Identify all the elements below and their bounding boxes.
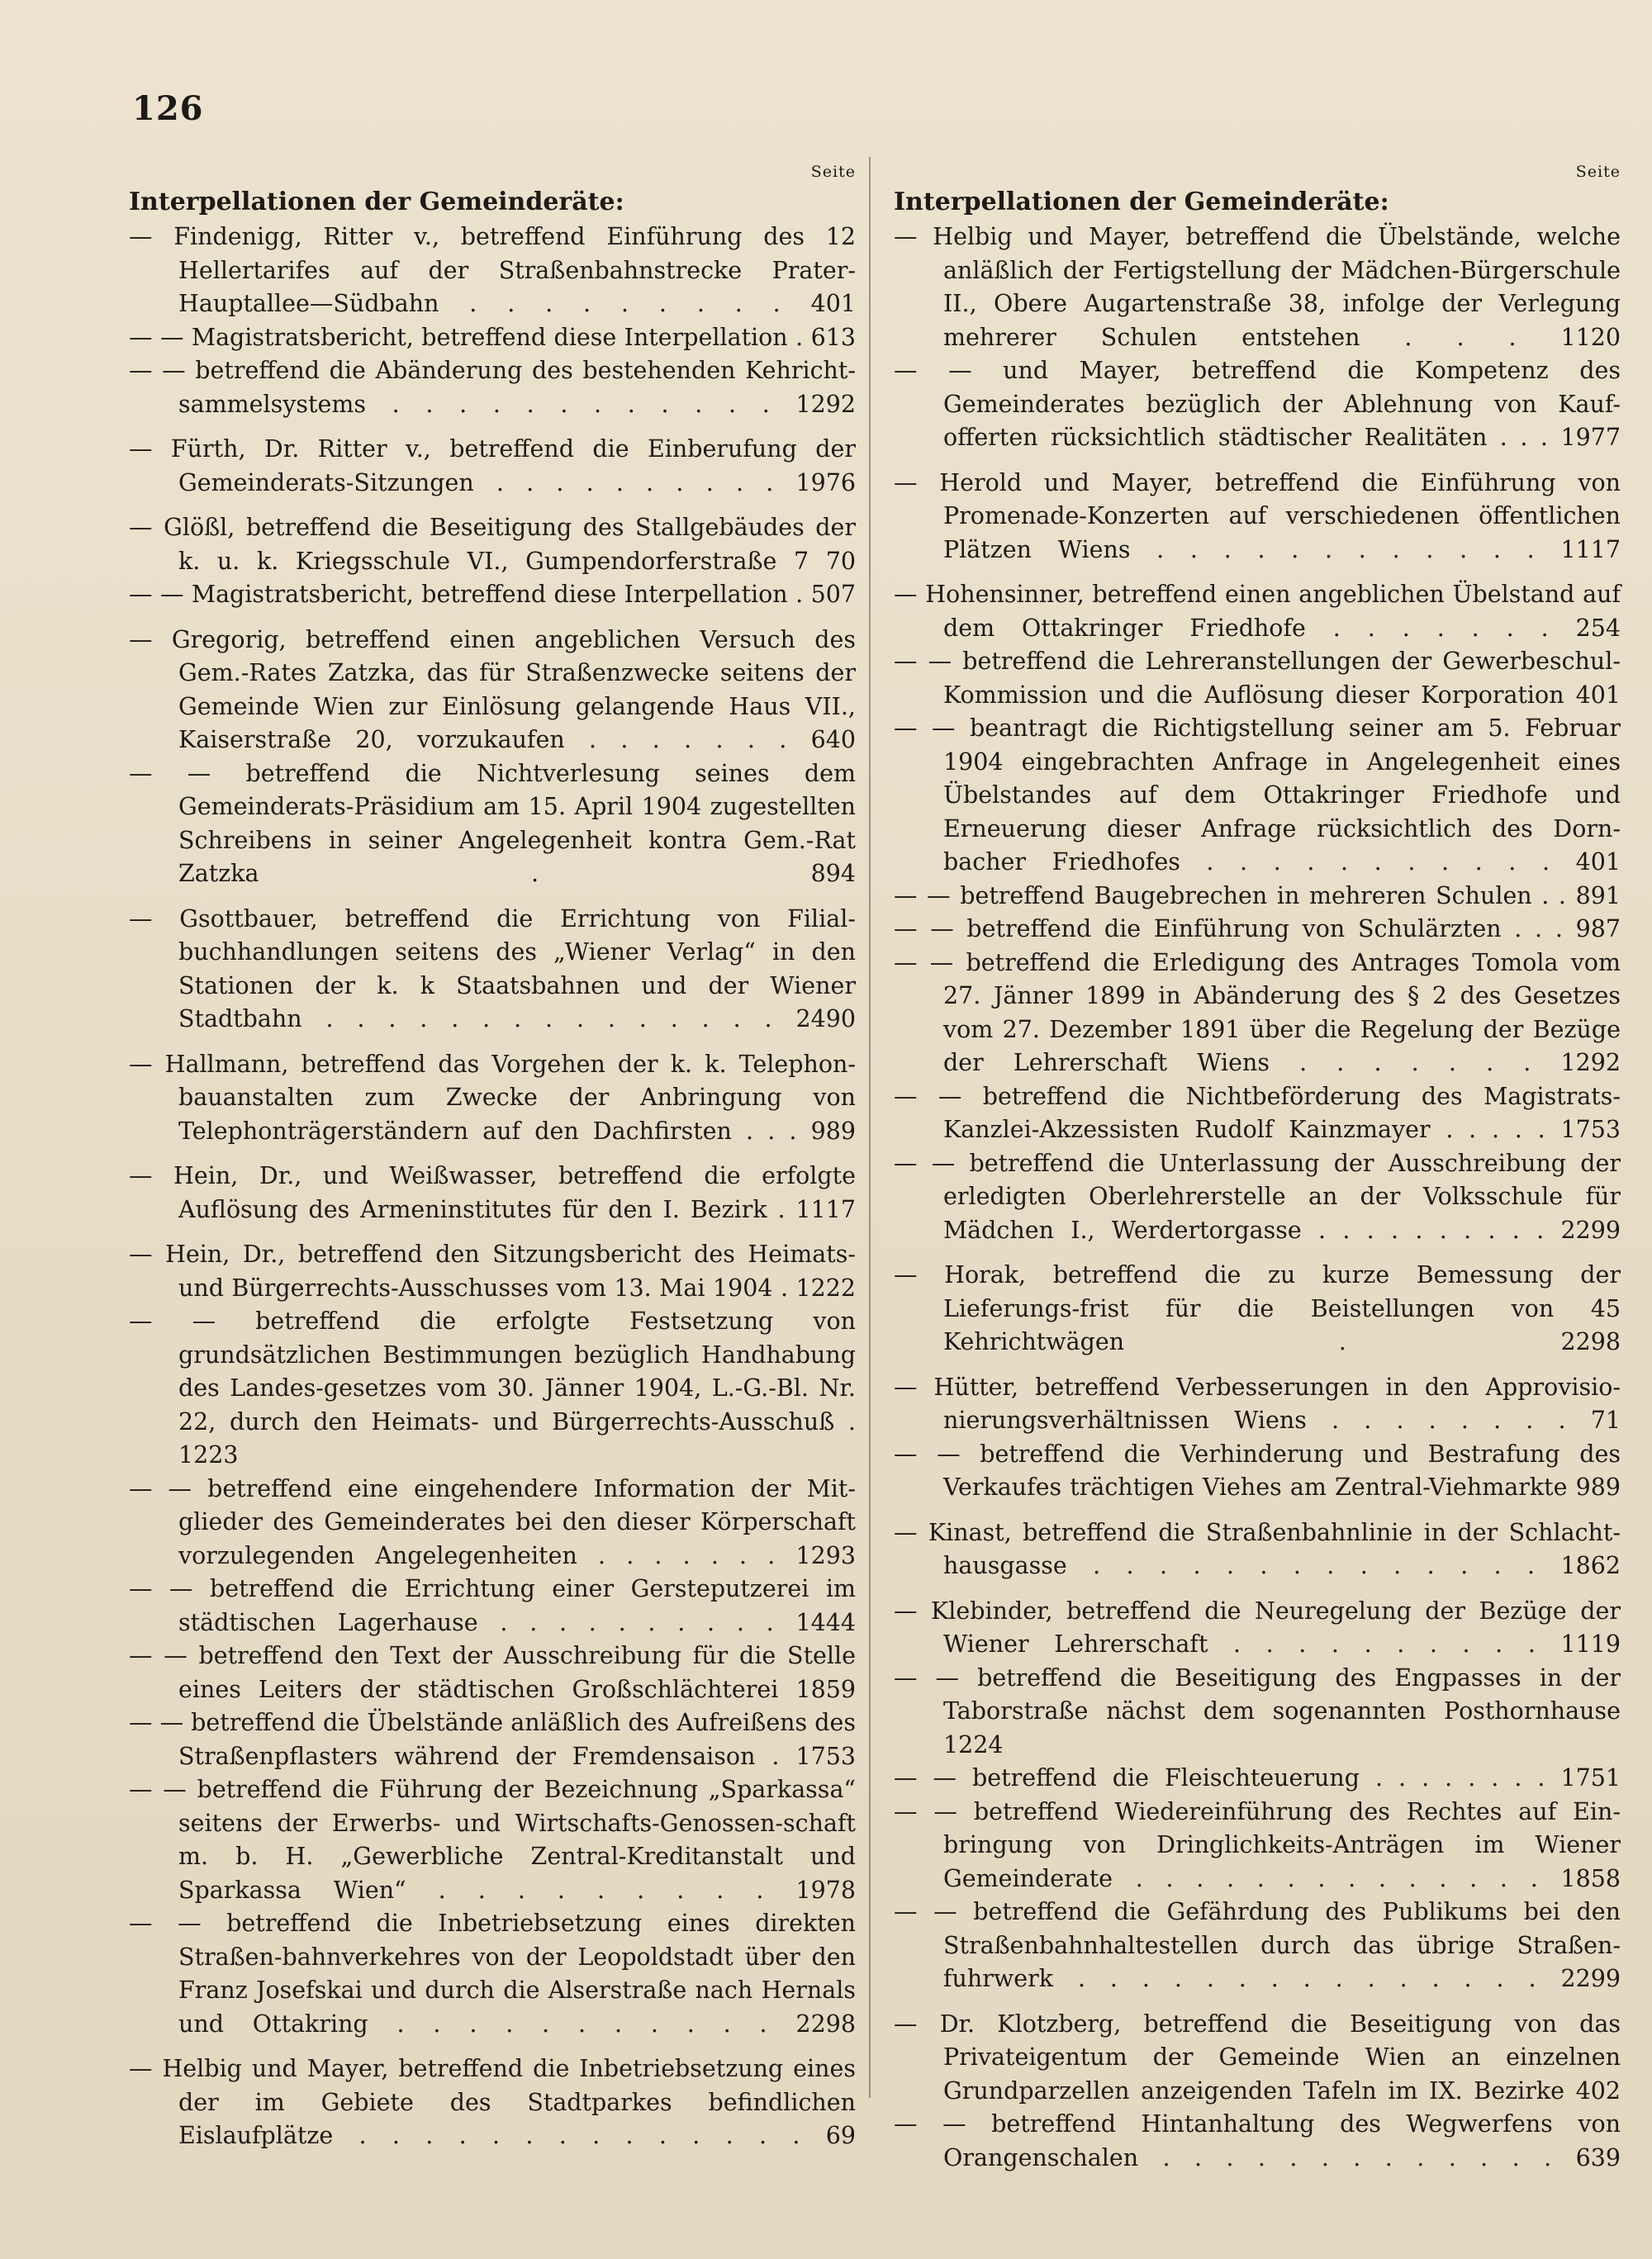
index-entry-text: — — betreffend die Nichtverlesung seines dem Gemeinderats-Präsidium am 15. April 1904 zugestellten Schreibens in seiner Angelegenheit kontra Gem.-Rat Zatzka . 894 (129, 759, 856, 887)
index-entry (129, 1907, 856, 2041)
index-entry-text: — Hein, Dr., betreffend den Sitzungsbericht des Heimats- und Bürgerrechts-Ausschusses vom 13. Mai 1904 . 1222 (129, 1241, 856, 1302)
index-entry-text: — — betreffend die Lehreranstellungen der Gewerbeschul-Kommission und die Auflösung dieser Korporation 401 (894, 648, 1621, 709)
index-entry (894, 1595, 1621, 1662)
index-entry (894, 1662, 1621, 1763)
index-entry (129, 1160, 856, 1227)
index-entry (129, 321, 856, 355)
index-entry-text: — Gregorig, betreffend einen angeblichen Versuch des Gem.-Rates Zatzka, das für Straßenzwecke seitens der Gemeinde Wien zur Einlösung gelangende Haus VII., Kaiserstraße 20, vorzukaufen . . . . . . . 640 (129, 625, 856, 753)
index-entry-text: — — betreffend Wiedereinführung des Rechtes auf Ein-bringung von Dringlichkeits-Anträgen im Wiener Gemeinderate . . . . . . . . . . . . . . 1858 (894, 1797, 1621, 1892)
index-entry (894, 1796, 1621, 1896)
index-entry (129, 1706, 856, 1773)
index-entry (129, 1773, 856, 1907)
index-entry-text: — Klebinder, betreffend die Neuregelung der Bezüge der Wiener Lehrerschaft . . . . . . . . . . 1119 (894, 1597, 1621, 1658)
index-entry (129, 2053, 856, 2153)
index-entry (894, 712, 1621, 880)
index-entry (894, 578, 1621, 645)
index-entry-text: — — beantragt die Richtigstellung seiner am 5. Februar 1904 eingebrachten Anfrage in Angelegenheit eines Übelstandes auf dem Ottakringer Friedhofe und Erneuerung dieser Anfrage rücksichtlich des Dorn-bacher Friedhofes . . . . . . . . . . . 401 (894, 714, 1621, 876)
index-entry-text: — Hütter, betreffend Verbesserungen in den Approvisio-nierungsverhältnissen Wiens . . . . . . . . 71 (894, 1373, 1621, 1434)
index-entry-text: — Hohensinner, betreffend einen angeblichen Übelstand auf dem Ottakringer Friedhofe . . . . . . . 254 (894, 581, 1621, 642)
index-entry-text: — Kinast, betreffend die Straßenbahnlinie in der Schlacht-hausgasse . . . . . . . . . . . . . . 1862 (894, 1518, 1621, 1579)
section-heading: Interpellationen der Gemeinderäte: (129, 187, 624, 216)
index-entry (129, 578, 856, 612)
index-entry (129, 624, 856, 757)
index-column-right (894, 161, 1621, 2175)
index-entry (894, 1762, 1621, 1796)
index-entry-text: — — und Mayer, betreffend die Kompetenz des Gemeinderates bezüglich der Ablehnung von Kauf-offerten rücksichtlich städtischer Realitäten . . . 1977 (894, 357, 1621, 451)
index-entry (129, 433, 856, 500)
index-entry-text: — — betreffend die Übelstände anläßlich des Aufreißens des Straßenpflasters während der Fremdensaison . 1753 (129, 1709, 856, 1770)
index-entry (129, 1048, 856, 1149)
index-entry-text: — — betreffend die Unterlassung der Ausschreibung der erledigten Oberlehrerstelle an der Volksschule für Mädchen I., Werdertorgasse . . . . . . . . . . 2299 (894, 1149, 1621, 1244)
entry-list (129, 221, 856, 2153)
index-entry (894, 1080, 1621, 1147)
index-entry-text: — Hein, Dr., und Weißwasser, betreffend die erfolgte Auflösung des Armeninstitutes für den I. Bezirk . 1117 (129, 1162, 856, 1223)
index-entry (894, 645, 1621, 712)
index-entry (129, 1305, 856, 1473)
index-entry-text: — — betreffend die Führung der Bezeichnung „Sparkassa“ seitens der Erwerbs- und Wirtschafts-Genossen-schaft m. b. H. „Gewerbliche Zentral-Kreditanstalt und Sparkassa Wien“ . . . . . . . . . 1978 (129, 1776, 856, 1904)
index-column-left (129, 161, 856, 2153)
index-entry (129, 1640, 856, 1706)
index-entry-text: — Findenigg, Ritter v., betreffend Einführung des 12 Hellertarifes auf der Straßenbahnstrecke Prater-Hauptallee—Südbahn . . . . . . . . . 401 (129, 223, 856, 317)
index-entry-text: — — betreffend Baugebrechen in mehreren Schulen . . 891 (894, 881, 1621, 909)
page-number: 126 (132, 89, 204, 128)
index-entry-text: — Horak, betreffend die zu kurze Bemessung der Lieferungs-frist für die Beistellungen von 45 Kehrichtwägen . 2298 (894, 1261, 1621, 1355)
index-entry-text: — Hallmann, betreffend das Vorgehen der k. k. Telephon-bauanstalten zum Zwecke der Anbringung von Telephonträgerständern auf den Dachfirsten . . . 989 (129, 1050, 856, 1145)
index-entry-text: — Glößl, betreffend die Beseitigung des Stallgebäudes der k. u. k. Kriegsschule VI., Gumpendorferstraße 7 70 (129, 514, 856, 575)
index-entry-text: — Fürth, Dr. Ritter v., betreffend die Einberufung der Gemeinderats-Sitzungen . . . . . . . . . . 1976 (129, 435, 856, 496)
column-divider (869, 157, 871, 2098)
index-entry-text: — — betreffend die Errichtung einer Gersteputzerei im städtischen Lagerhause . . . . . . . . . . 1444 (129, 1575, 856, 1636)
index-entry-text: — Helbig und Mayer, betreffend die Inbetriebsetzung eines der im Gebiete des Stadtparkes befindlichen Eislaufplätze . . . . . . . . . . . . . . 69 (129, 2055, 856, 2149)
seite-label: Seite (810, 163, 856, 181)
index-entry (894, 1371, 1621, 1438)
index-entry (894, 221, 1621, 354)
index-entry (129, 1573, 856, 1640)
section-heading: Interpellationen der Gemeinderäte: (894, 187, 1389, 216)
index-entry (894, 1438, 1621, 1505)
index-entry-text: — — betreffend die Einführung von Schulärzten . . . 987 (894, 915, 1621, 942)
index-entry-text: — — betreffend eine eingehendere Information der Mit-glieder des Gemeinderates bei den dieser Körperschaft vorzulegenden Angelegenheiten . . . . . . . 1293 (129, 1474, 856, 1569)
index-entry (894, 913, 1621, 947)
index-entry-text: — — betreffend die Verhinderung und Bestrafung des Verkaufes trächtigen Viehes am Zentral-Viehmarkte 989 (894, 1440, 1621, 1501)
index-entry-text: — Herold und Mayer, betreffend die Einführung von Promenade-Konzerten auf verschiedenen öffentlichen Plätzen Wiens . . . . . . . . . . . . 1117 (894, 468, 1621, 563)
index-entry-text: — — Magistratsbericht, betreffend diese Interpellation . 507 (129, 581, 856, 608)
index-entry (894, 880, 1621, 914)
entry-list (894, 221, 1621, 2175)
index-entry (894, 354, 1621, 455)
seite-label: Seite (1575, 163, 1621, 181)
index-entry-text: — — betreffend die Gefährdung des Publikums bei den Straßenbahnhaltestellen durch das übrige Straßen-fuhrwerk . . . . . . . . . . . . . . . 2299 (894, 1898, 1621, 1992)
index-entry-text: — — betreffend die Abänderung des bestehenden Kehricht-sammelsystems . . . . . . . . . . . . 1292 (129, 357, 856, 418)
index-entry (129, 511, 856, 578)
index-entry (129, 1473, 856, 1573)
index-entry (894, 1147, 1621, 1248)
index-entry-text: — — betreffend die Beseitigung des Engpasses in der Taborstraße nächst dem sogenannten Posthornhause 1224 (894, 1663, 1621, 1758)
index-entry (129, 1238, 856, 1305)
index-entry-text: — — betreffend die Nichtbeförderung des Magistrats-Kanzlei-Akzessisten Rudolf Kainzmayer . . . . . 1753 (894, 1082, 1621, 1143)
index-entry (894, 1896, 1621, 1996)
index-entry-text: — — betreffend Hintanhaltung des Wegwerfens von Orangenschalen . . . . . . . . . . . . . 639 (894, 2110, 1621, 2171)
index-entry (129, 903, 856, 1037)
index-entry-text: — — betreffend die Fleischteuerung . . . . . . . . 1751 (894, 1764, 1621, 1792)
index-entry-text: — — betreffend die erfolgte Festsetzung von grundsätzlichen Bestimmungen bezüglich Handhabung des Landes-gesetzes vom 30. Jänner 1904, L.-G.-Bl. Nr. 22, durch den Heimats- und Bürgerrechts-Ausschuß . 1223 (129, 1307, 856, 1469)
index-entry (894, 947, 1621, 1080)
index-entry-text: — Gsottbauer, betreffend die Errichtung von Filial-buchhandlungen seitens des „Wiener Verlag“ in den Stationen der k. k Staatsbahnen und der Wiener Stadtbahn . . . . . . . . . . . . . . . 2490 (129, 904, 856, 1032)
index-entry-text: — Dr. Klotzberg, betreffend die Beseitigung von das Privateigentum der Gemeinde Wien an einzelnen Grundparzellen anzeigenden Tafeln im IX. Bezirke 402 (894, 2010, 1621, 2105)
index-entry (894, 1259, 1621, 1360)
index-entry-text: — — betreffend den Text der Ausschreibung für die Stelle eines Leiters der städtischen Großschlächterei 1859 (129, 1642, 856, 1703)
index-entry (894, 2008, 1621, 2109)
index-entry-text: — — Magistratsbericht, betreffend diese Interpellation . 613 (129, 323, 856, 351)
index-entry-text: — Helbig und Mayer, betreffend die Übelstände, welche anläßlich der Fertigstellung der Mädchen-Bürgerschule II., Obere Augartenstraße 38, infolge der Verlegung mehrerer Schulen entstehen . . . 1120 (894, 223, 1621, 351)
index-entry (129, 757, 856, 891)
index-entry (129, 354, 856, 421)
index-entry-text: — — betreffend die Erledigung des Antrages Tomola vom 27. Jänner 1899 in Abänderung des § 2 des Gesetzes vom 27. Dezember 1891 über die Regelung der Bezüge der Lehrerschaft Wiens . . . . . . . 1292 (894, 948, 1621, 1076)
index-entry (894, 467, 1621, 567)
index-entry (129, 221, 856, 321)
index-entry-text: — — betreffend die Inbetriebsetzung eines direkten Straßen-bahnverkehres von der Leopoldstadt über den Franz Josefskai und durch die Alserstraße nach Hernals und Ottakring . . . . . . . . . . . 2298 (129, 1910, 856, 2038)
index-entry (894, 1516, 1621, 1583)
index-entry (894, 2108, 1621, 2175)
